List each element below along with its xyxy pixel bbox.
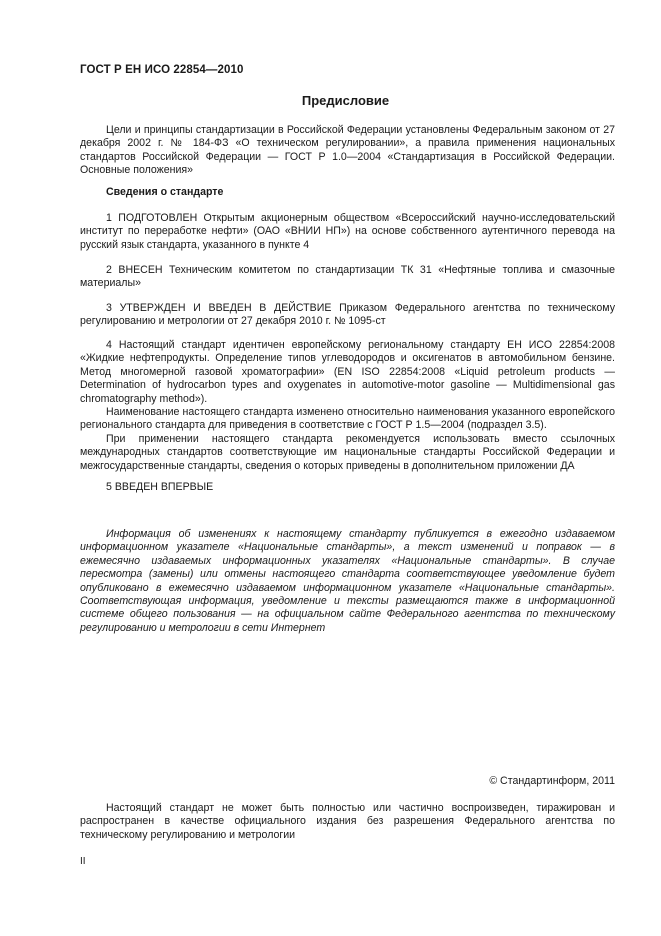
item-1: 1 ПОДГОТОВЛЕН Открытым акционерным обществом «Всероссийский научно-исследовательский институт по переработке нефти» (ОАО «ВНИИ НП») на основе собственного аутентичного перевода на русский язык стандарта, указанного в пункте 4: [80, 212, 615, 251]
item-1-block: [80, 212, 615, 252]
info-heading: Сведения о стандарте: [106, 186, 224, 198]
item-2-block: [80, 264, 615, 291]
item-4-usage-note: При применении настоящего стандарта рекомендуется использовать вместо ссылочных международных стандартов соответствующие им национальные стандарты Российской Федерации и межгосударственные стандарты, сведения о которых приведены в дополнительном приложении ДА: [80, 432, 615, 472]
notice-paragraph: Информация об изменениях к настоящему стандарту публикуется в ежегодно издаваемом информационном указателе «Национальные стандарты», а текст изменений и поправок — в ежемесячно издаваемых информационных указателях «Национальные стандарты». В случае пересмотра (замены) или отмены настоящего стандарта соответствующее уведомление будет опубликовано в ежемесячно издаваемом информационном указателе «Национальные стандарты». Соответствующая информация, уведомление и тексты размещаются также в информационной системе общего пользования — на официальном сайте Федерального агентства по техническому регулированию и метрологии в сети Интернет: [80, 528, 615, 634]
intro-paragraph: Цели и принципы стандартизации в Российской Федерации установлены Федеральным законом от 27 декабря 2002 г. № 184-ФЗ «О техническом регулировании», а правила применения национальных стандартов Российской Федерации — ГОСТ Р 1.0—2004 «Стандартизация в Российской Федерации. Основные положения»: [80, 124, 615, 177]
page-number: II: [80, 856, 86, 867]
item-3-block: [80, 302, 615, 329]
info-heading-block: [80, 186, 615, 199]
item-4-main: 4 Настоящий стандарт идентичен европейскому региональному стандарту ЕН ИСО 22854:2008 «Жидкие нефтепродукты. Определение типов углеводородов и оксигенатов в автомобильном бензине. Метод многомерной газовой хроматографии» (EN ISO 22854:2008 «Liquid petroleum products — Determination of hydrocarbon types and oxygenates in automotive-motor gasoline — Multidimensional gas chromatography method»).: [80, 339, 615, 405]
intro-block: [80, 124, 615, 178]
item-4-name-note: Наименование настоящего стандарта изменено относительно наименования указанного европейского регионального стандарта для приведения в соответствие с ГОСТ Р 1.5—2004 (подраздел 3.5).: [80, 406, 615, 432]
item-5-block: [80, 481, 615, 494]
reproduction-block: [80, 802, 615, 842]
standard-id-header: ГОСТ Р ЕН ИСО 22854—2010: [80, 64, 244, 76]
item-3: 3 УТВЕРЖДЕН И ВВЕДЕН В ДЕЙСТВИЕ Приказом Федерального агентства по техническому регулированию и метрологии от 27 декабря 2010 г. № 1095-ст: [80, 302, 615, 328]
notice-block: [80, 528, 615, 635]
item-2: 2 ВНЕСЕН Техническим комитетом по стандартизации ТК 31 «Нефтяные топлива и смазочные материалы»: [80, 264, 615, 290]
item-4-block: [80, 339, 615, 473]
copyright: © Стандартинформ, 2011: [489, 775, 615, 787]
item-5: 5 ВВЕДЕН ВПЕРВЫЕ: [106, 481, 214, 493]
reproduction-paragraph: Настоящий стандарт не может быть полностью или частично воспроизведен, тиражирован и распространен в качестве официального издания без разрешения Федерального агентства по техническому регулированию и метрологии: [80, 802, 615, 841]
page-title: Предисловие: [301, 93, 390, 108]
